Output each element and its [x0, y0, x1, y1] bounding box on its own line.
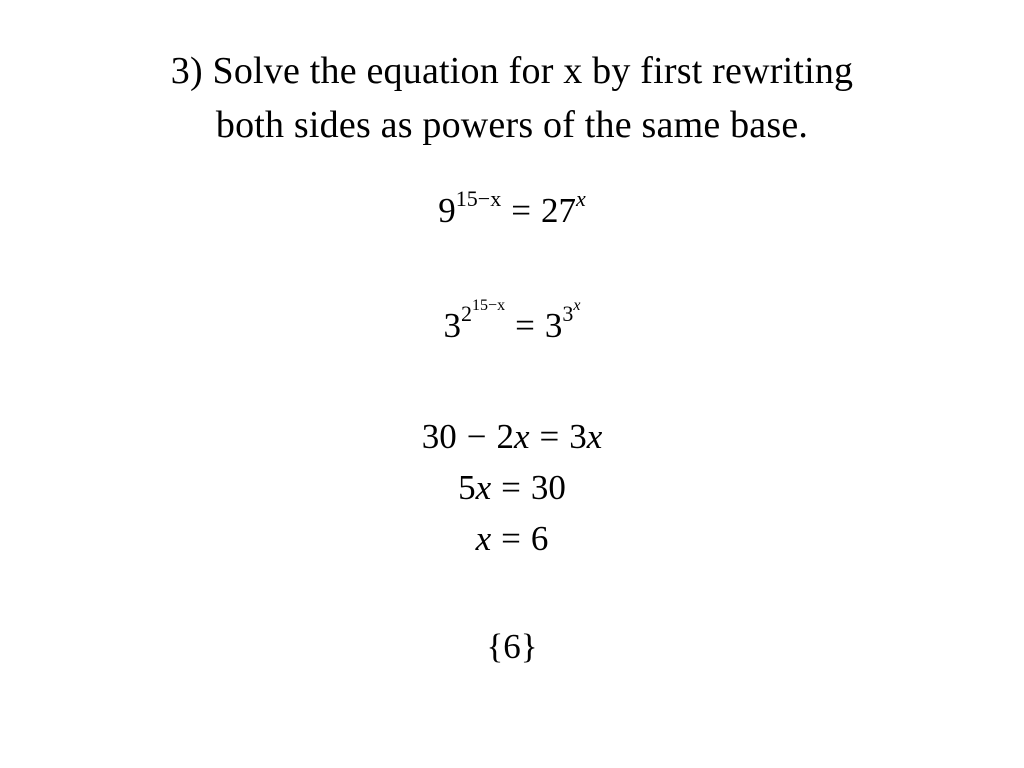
eq4-equals: =	[501, 468, 521, 507]
eq3-left-coefficient: 2	[496, 417, 514, 456]
eq3-right-coefficient: 3	[569, 417, 587, 456]
eq2-right-base: 3	[544, 306, 563, 345]
equation-original	[0, 186, 1024, 236]
eq2-right-exponent: 3x	[562, 297, 581, 326]
equation-combined	[0, 467, 1024, 509]
eq2-left-exponent: 215−x	[461, 297, 506, 326]
eq2-right-exponent-exponent: x	[573, 297, 581, 314]
eq3-left-variable: x	[513, 417, 530, 456]
equation-same-base	[0, 297, 1024, 354]
eq5-value: 6	[530, 519, 549, 558]
eq2-left-base: 3	[443, 306, 462, 345]
eq4-coefficient: 5	[458, 468, 476, 507]
eq1-left-base: 9	[438, 191, 456, 230]
eq2-equals: =	[515, 306, 535, 345]
eq3-constant: 30	[421, 417, 457, 456]
equation-exponents	[0, 416, 1024, 458]
solution-set: {6}	[486, 627, 538, 666]
eq3-right-variable: x	[586, 417, 603, 456]
eq5-variable: x	[475, 519, 492, 558]
eq3-minus: −	[466, 417, 487, 456]
eq3-equals: =	[539, 417, 560, 456]
eq1-right-base: 27	[540, 191, 576, 230]
eq1-right-exponent: x	[575, 186, 586, 211]
eq1-left-exponent: 15−x	[455, 186, 502, 211]
eq4-value: 30	[530, 468, 566, 507]
eq4-variable: x	[475, 468, 492, 507]
eq1-equals: =	[511, 191, 531, 230]
eq2-left-exponent-exponent: 15−x	[472, 297, 506, 314]
problem-heading-line-2: both sides as powers of the same base.	[215, 104, 809, 146]
problem-heading-line-1: 3) Solve the equation for x by first rewriting	[170, 50, 854, 92]
eq5-equals: =	[501, 519, 521, 558]
equation-solution	[0, 518, 1024, 560]
